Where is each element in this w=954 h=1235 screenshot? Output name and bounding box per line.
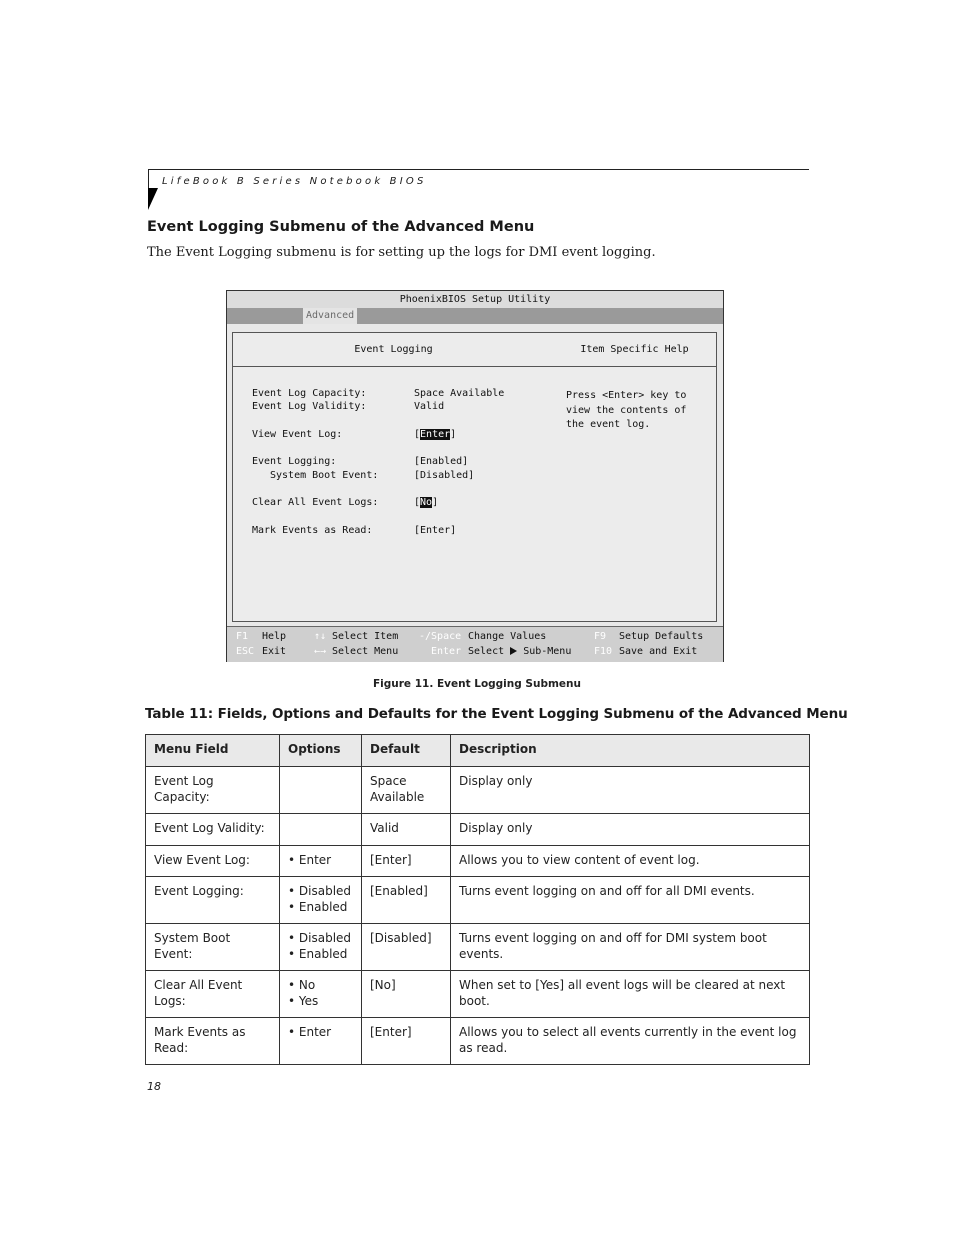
header-triangle-mark — [148, 188, 158, 210]
cell-options — [280, 877, 362, 924]
footer-submenu-word: Sub-Menu — [523, 646, 572, 657]
footer-save-and-exit: Save and Exit — [619, 646, 698, 657]
bios-help-header: Item Specific Help — [553, 333, 716, 367]
footer-setup-defaults: Setup Defaults — [619, 631, 704, 642]
footer-select-menu: Select Menu — [332, 646, 399, 657]
header-rule — [148, 169, 809, 170]
cell-default: Space Available — [362, 767, 451, 814]
cell-default: Valid — [362, 814, 451, 846]
bios-footer — [227, 626, 723, 662]
cell-description: Display only — [451, 814, 810, 846]
bios-value-event-logging[interactable]: [Enabled] — [414, 456, 469, 467]
running-head: LifeBook B Series Notebook BIOS — [162, 176, 427, 187]
key-leftright-arrows: ←→ — [314, 646, 327, 657]
cell-default: [Disabled] — [362, 924, 451, 971]
bios-label-event-logging: Event Logging: — [252, 456, 337, 467]
intro-paragraph: The Event Logging submenu is for setting up the logs for DMI event logging. — [147, 245, 656, 260]
bios-value-event-log-validity: Valid — [414, 401, 445, 412]
option-item: • Enter — [288, 853, 353, 869]
bios-label-view-event-log: View Event Log: — [252, 429, 343, 440]
bios-label-mark-events-as-read: Mark Events as Read: — [252, 525, 373, 536]
header-vertical-rule — [148, 169, 149, 189]
help-line: Press <Enter> key to — [566, 390, 687, 401]
bios-title-bar: PhoenixBIOS Setup Utility — [227, 291, 723, 309]
bios-label-system-boot-event: System Boot Event: — [270, 470, 379, 481]
option-item: • Disabled — [288, 884, 353, 900]
table-row — [146, 1018, 810, 1065]
bios-label-event-log-capacity: Event Log Capacity: — [252, 388, 367, 399]
header-default: Default — [362, 735, 451, 767]
table-row — [146, 924, 810, 971]
option-item: • Enabled — [288, 947, 353, 963]
cell-description: Display only — [451, 767, 810, 814]
fields-options-table — [145, 734, 810, 1065]
bios-help-text — [566, 389, 706, 433]
cell-options — [280, 767, 362, 814]
bios-screenshot — [226, 290, 724, 662]
option-item: • Enter — [288, 1025, 353, 1041]
play-arrow-icon — [510, 647, 517, 655]
option-item: • Enabled — [288, 900, 353, 916]
cell-options — [280, 845, 362, 877]
bios-value-clear-all-event-logs[interactable] — [414, 497, 438, 508]
footer-select-submenu — [468, 646, 571, 657]
bracket-close: ] — [432, 497, 439, 508]
cell-field: System Boot Event: — [146, 924, 280, 971]
key-f9: F9 — [594, 631, 607, 642]
bios-label-clear-all-event-logs: Clear All Event Logs: — [252, 497, 379, 508]
option-item: • No — [288, 978, 353, 994]
section-title: Event Logging Submenu of the Advanced Menu — [147, 219, 535, 235]
table-row — [146, 767, 810, 814]
key-enter: Enter — [431, 646, 462, 657]
cell-field: Mark Events as Read: — [146, 1018, 280, 1065]
cell-field: Event Log Capacity: — [146, 767, 280, 814]
footer-select-word: Select — [468, 646, 505, 657]
cell-options — [280, 971, 362, 1018]
option-item: • Disabled — [288, 931, 353, 947]
page-number: 18 — [147, 1080, 161, 1093]
bracket-open: [ — [414, 429, 421, 440]
table-title: Table 11: Fields, Options and Defaults for the Event Logging Submenu of the Advanced Menu — [145, 706, 848, 722]
header-options: Options — [280, 735, 362, 767]
key-updown-arrows: ↑↓ — [314, 631, 327, 642]
cell-default: [Enter] — [362, 1018, 451, 1065]
cell-options — [280, 1018, 362, 1065]
table-row — [146, 845, 810, 877]
header-description: Description — [451, 735, 810, 767]
bracket-close: ] — [450, 429, 457, 440]
cell-description: Allows you to select all events currently in the event log as read. — [451, 1018, 810, 1065]
cell-default: [No] — [362, 971, 451, 1018]
help-line: view the contents of — [566, 404, 687, 416]
footer-exit: Exit — [262, 646, 287, 657]
bios-selected-enter: Enter — [420, 429, 451, 440]
cell-default: [Enter] — [362, 845, 451, 877]
cell-description: Turns event logging on and off for all DMI events. — [451, 877, 810, 924]
cell-description: Allows you to view content of event log. — [451, 845, 810, 877]
cell-default: [Enabled] — [362, 877, 451, 924]
key-minus-space: -/Space — [419, 631, 462, 642]
table-row — [146, 877, 810, 924]
cell-options — [280, 814, 362, 846]
bios-main-pane — [232, 332, 555, 622]
key-f10: F10 — [594, 646, 613, 657]
table-row — [146, 971, 810, 1018]
cell-field: Event Logging: — [146, 877, 280, 924]
header-menu-field: Menu Field — [146, 735, 280, 767]
option-item: • Yes — [288, 994, 353, 1010]
footer-help: Help — [262, 631, 287, 642]
cell-field: Event Log Validity: — [146, 814, 280, 846]
bios-menu-bar — [227, 308, 723, 324]
help-line: the event log. — [566, 419, 651, 430]
bios-value-system-boot-event[interactable]: [Disabled] — [414, 470, 475, 481]
bios-menu-tab-advanced[interactable]: Advanced — [303, 308, 357, 324]
cell-field: Clear All Event Logs: — [146, 971, 280, 1018]
bios-selected-no: No — [420, 497, 433, 508]
bios-value-view-event-log[interactable] — [414, 429, 456, 440]
key-esc: ESC — [236, 646, 255, 657]
cell-field: View Event Log: — [146, 845, 280, 877]
key-f1: F1 — [236, 631, 249, 642]
table-row — [146, 814, 810, 846]
bios-value-mark-events-as-read[interactable]: [Enter] — [414, 525, 457, 536]
bracket-open: [ — [414, 497, 421, 508]
bios-value-event-log-capacity: Space Available — [414, 388, 505, 399]
table-header-row — [146, 735, 810, 767]
figure-caption: Figure 11. Event Logging Submenu — [372, 678, 581, 690]
bios-help-pane — [553, 332, 717, 622]
bios-label-event-log-validity: Event Log Validity: — [252, 401, 367, 412]
cell-description: When set to [Yes] all event logs will be cleared at next boot. — [451, 971, 810, 1018]
cell-description: Turns event logging on and off for DMI system boot events. — [451, 924, 810, 971]
footer-change-values: Change Values — [468, 631, 547, 642]
cell-options — [280, 924, 362, 971]
footer-select-item: Select Item — [332, 631, 399, 642]
bios-main-header: Event Logging — [233, 333, 554, 367]
